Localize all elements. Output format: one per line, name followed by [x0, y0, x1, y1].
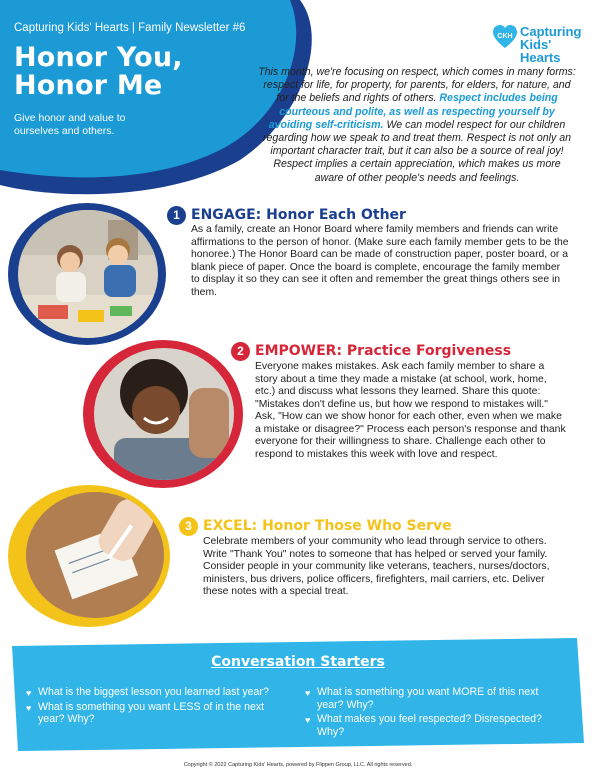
logo-line-1: Capturing [520, 24, 582, 39]
photo-writing-note [26, 492, 164, 618]
photo-kids-crafting [18, 210, 158, 338]
logo-text [520, 25, 584, 64]
starter-text: What is something you want LESS of in the next year? Why? [38, 700, 265, 725]
logo-line-2: Kids' Hearts [520, 37, 561, 65]
heart-icon: ♥ [26, 688, 32, 698]
starter-item [26, 686, 290, 699]
section-1-number: 1 [167, 206, 186, 225]
starters-right-column [305, 686, 567, 740]
starter-item [26, 701, 290, 726]
heart-icon: ♥ [26, 702, 32, 713]
section-2-number: 2 [231, 342, 250, 361]
logo-badge-text: CKH [497, 33, 513, 40]
conversation-starters-title: Conversation Starters [211, 654, 385, 670]
section-2-title: EMPOWER: Practice Forgiveness [255, 343, 512, 359]
section-1-title: ENGAGE: Honor Each Other [191, 207, 406, 223]
newsletter-kicker: Capturing Kids' Hearts | Family Newsletter #6 [14, 22, 246, 34]
intro-part-1: This month, we're focusing on respect, which comes in many forms: respect for life, for property, for parents, for elders, for nature, and for the beliefs and rights of others. [258, 66, 576, 105]
section-3-body: Celebrate members of your community who lead through service to others. Write "Thank You" notes to someone that has helped or served your family. Consider people in your community like veterans, teachers, nurses/doctors, ministers, bus drivers, police officers, firefighters, mail carriers, etc. Deliver these notes with a special treat. [203, 536, 550, 597]
starter-text: What makes you feel respected? Disrespected? Why? [317, 713, 542, 738]
starter-item [305, 713, 567, 738]
title-line-2: Honor Me [14, 70, 163, 101]
copyright-footer: Copyright © 2022 Capturing Kids' Hearts, powered by Flippen Group, LLC. All rights reserved. [183, 762, 413, 768]
starter-item [305, 686, 567, 711]
starters-left-column [26, 686, 290, 728]
intro-highlight: Respect includes being courteous and polite, as well as respecting yourself by avoiding self-criticism. [268, 92, 558, 131]
starter-text: What is something you want MORE of this next year? Why? [317, 686, 539, 711]
logo-heart-icon [492, 24, 518, 50]
heart-icon: ♥ [305, 688, 311, 698]
section-2-body: Everyone makes mistakes. Ask each family member to share a story about a time they made a mistake (at school, work, home, etc.) and discuss what lessons they learned. Share this quote: "Mistakes don't define us, but how we respond to mistakes will." Ask, "How can we show honor for each other, even when we make a mistake or disagree?" Process each person's response and thank everyone for their willingness to share. Challenge each other to respond to mistakes this week with love and respect. [255, 361, 566, 460]
page-subtitle: Give honor and value to ourselves and others. [14, 112, 126, 137]
starter-text: What is the biggest lesson you learned last year? [38, 686, 269, 698]
title-line-1: Honor You, [14, 42, 183, 73]
section-3-title: EXCEL: Honor Those Who Serve [203, 518, 452, 534]
section-3-number: 3 [179, 517, 198, 536]
page-title [14, 44, 183, 100]
section-1-body: As a family, create an Honor Board where family members and friends can write affirmations to the person of honor. (Make sure each family member gets to be the honoree.) The Honor Board can be made of construction paper, poster board, or a blank piece of paper. Once the board is complete, encourage the family member to display it so they can see it often and remember the great things others see in them. [191, 224, 569, 298]
intro-paragraph [258, 66, 576, 185]
intro-part-2: We can model respect for our children regarding how we speak to and treat them. Respect is not only an important character trait, but it can also be a source of real joy! Respect implies a certain appreciation, which makes us more aware of other people's needs and feelings. [263, 118, 571, 184]
ckh-logo [492, 24, 584, 65]
heart-icon: ♥ [305, 715, 311, 725]
photo-child-hug [94, 348, 234, 480]
